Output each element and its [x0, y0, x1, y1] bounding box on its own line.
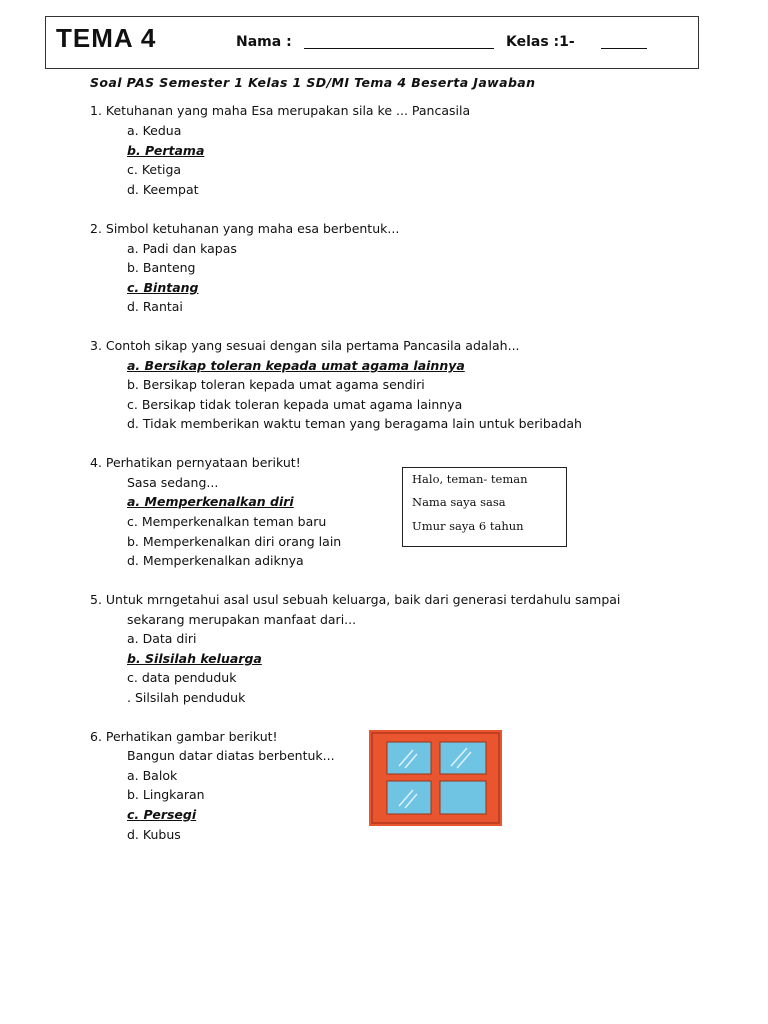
question-3-option-d: d. Tidak memberikan waktu teman yang beragama lain untuk beribadah: [127, 416, 582, 431]
class-blank-line[interactable]: [601, 48, 647, 49]
question-6-text: 6. Perhatikan gambar berikut!: [90, 729, 278, 744]
name-blank-line[interactable]: [304, 48, 494, 49]
question-2-option-d: d. Rantai: [127, 299, 183, 314]
question-4-subtext: Sasa sedang...: [127, 475, 219, 490]
question-4-option-c: c. Memperkenalkan teman baru: [127, 514, 327, 529]
question-2-option-a: a. Padi dan kapas: [127, 241, 237, 256]
tema-title: TEMA 4: [56, 23, 157, 53]
question-6-option-c-answer: c. Persegi: [127, 807, 197, 822]
window-pane-top-left: [387, 742, 431, 774]
question-3-text: 3. Contoh sikap yang sesuai dengan sila pertama Pancasila adalah...: [90, 338, 520, 353]
question-1-option-b-answer: b. Pertama: [127, 143, 205, 158]
question-6-subtext: Bangun datar diatas berbentuk...: [127, 748, 335, 763]
question-5-option-c: c. data penduduk: [127, 670, 237, 685]
name-label: Nama :: [236, 34, 292, 50]
question-2-option-c-answer: c. Bintang: [127, 280, 199, 295]
question-4-text: 4. Perhatikan pernyataan berikut!: [90, 455, 301, 470]
question-3-option-b: b. Bersikap toleran kepada umat agama sendiri: [127, 377, 425, 392]
question-5-text-continued: sekarang merupakan manfaat dari...: [127, 612, 357, 627]
question-6-option-a: a. Balok: [127, 768, 178, 783]
question-1-option-d: d. Keempat: [127, 182, 199, 197]
statement-line-1: Halo, teman- teman: [412, 472, 528, 486]
question-3-option-c: c. Bersikap tidak toleran kepada umat agama lainnya: [127, 397, 463, 412]
statement-box: [402, 467, 567, 547]
class-label: Kelas :1-: [506, 34, 575, 50]
window-pane-bottom-left: [387, 781, 431, 814]
statement-line-2: Nama saya sasa: [412, 495, 506, 509]
question-3-option-a-answer: a. Bersikap toleran kepada umat agama lainnya: [127, 358, 465, 373]
header-box: [45, 16, 699, 69]
question-1-option-a: a. Kedua: [127, 123, 182, 138]
question-5-option-d: . Silsilah penduduk: [127, 690, 246, 705]
question-2-option-b: b. Banteng: [127, 260, 196, 275]
question-2-text: 2. Simbol ketuhanan yang maha esa berbentuk...: [90, 221, 400, 236]
question-1-text: 1. Ketuhanan yang maha Esa merupakan sila ke ... Pancasila: [90, 103, 471, 118]
window-pane-top-right: [440, 742, 486, 774]
question-4-option-a-answer: a. Memperkenalkan diri: [127, 494, 294, 509]
window-pane-bottom-right: [440, 781, 486, 814]
question-4-option-d: d. Memperkenalkan adiknya: [127, 553, 304, 568]
document-title: Soal PAS Semester 1 Kelas 1 SD/MI Tema 4 Beserta Jawaban: [90, 75, 536, 90]
question-5-option-a: a. Data diri: [127, 631, 197, 646]
question-5-option-b-answer: b. Silsilah keluarga: [127, 651, 262, 666]
statement-line-3: Umur saya 6 tahun: [412, 519, 524, 533]
question-4-option-b: b. Memperkenalkan diri orang lain: [127, 534, 342, 549]
question-5-text: 5. Untuk mrngetahui asal usul sebuah keluarga, baik dari generasi terdahulu sampai: [90, 592, 621, 607]
question-6-option-b: b. Lingkaran: [127, 787, 205, 802]
question-6-option-d: d. Kubus: [127, 827, 181, 842]
question-1-option-c: c. Ketiga: [127, 162, 182, 177]
window-illustration: [369, 730, 502, 826]
